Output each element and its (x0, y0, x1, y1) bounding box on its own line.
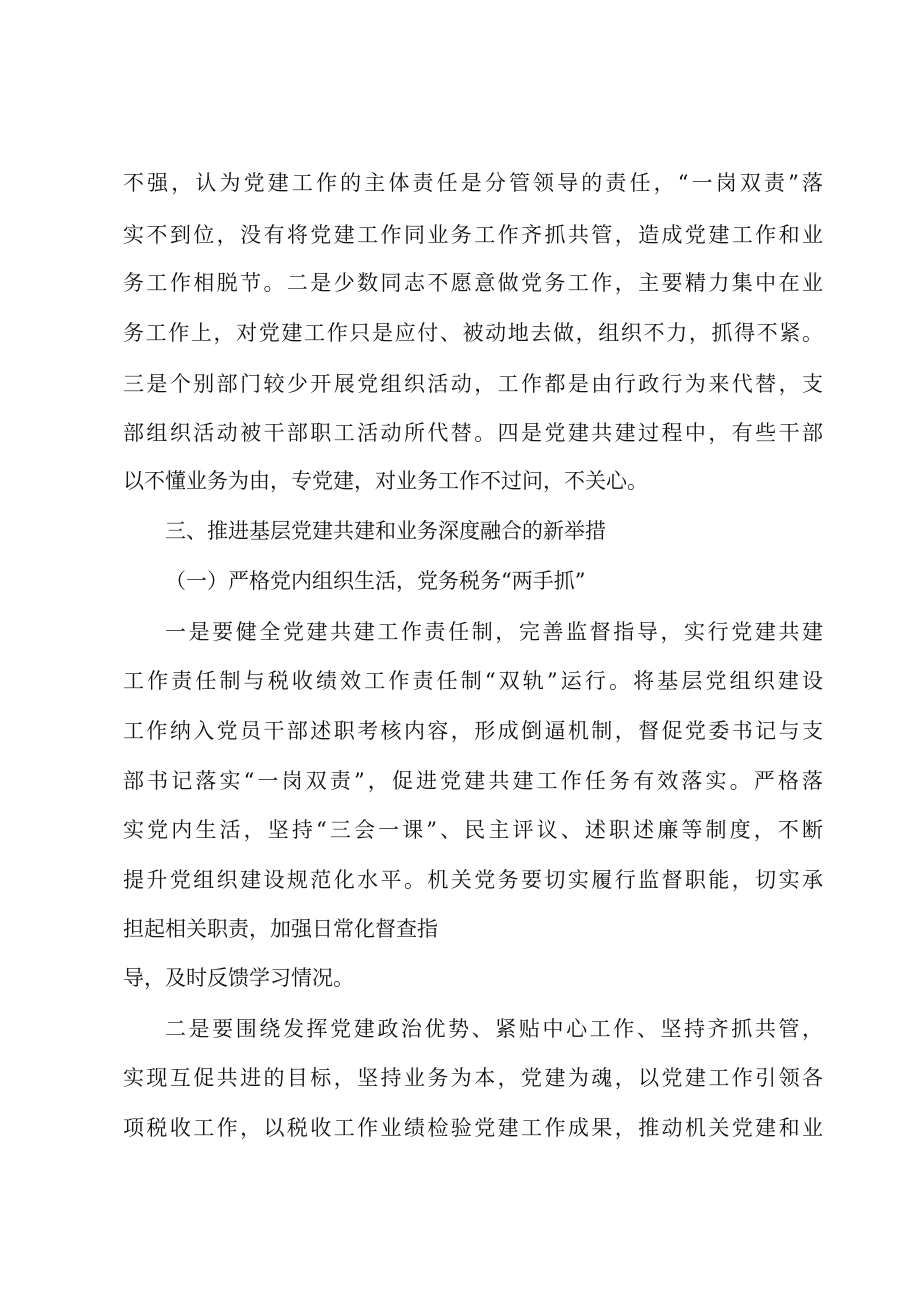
text-line: 务工作相脱节。二是少数同志不愿意做党务工作，主要精力集中在业 (123, 271, 823, 295)
text-line: 部书记落实“一岗双责”，促进党建共建工作任务有效落实。严格落 (123, 769, 823, 793)
text-line: 工作责任制与税收绩效工作责任制“双轨”运行。将基层党组织建设 (123, 669, 823, 693)
section-heading: 三、推进基层党建共建和业务深度融合的新举措 (165, 519, 606, 543)
text-line: 不强，认为党建工作的主体责任是分管领导的责任，“一岗双责”落 (123, 171, 823, 195)
text-line: 实现互促共进的目标，坚持业务为本，党建为魂，以党建工作引领各 (123, 1066, 823, 1090)
paragraph-first-line: 二是要围绕发挥党建政治优势、紧贴中心工作、坚持齐抓共管， (165, 1017, 823, 1041)
text-line: 项税收工作，以税收工作业绩检验党建工作成果，推动机关党建和业 (123, 1116, 823, 1140)
text-line: 担起相关职责，加强日常化督查指 (123, 917, 438, 941)
text-line: 三是个别部门较少开展党组织活动，工作都是由行政行为来代替，支 (123, 372, 823, 396)
subsection-heading: （一）严格党内组织生活，党务税务“两手抓” (165, 569, 586, 593)
paragraph-first-line: 一是要健全党建共建工作责任制，完善监督指导，实行党建共建 (165, 620, 823, 644)
text-line: 实党内生活，坚持“三会一课”、民主评议、述职述廉等制度，不断 (123, 818, 823, 842)
text-line: 以不懂业务为由，专党建，对业务工作不过问，不关心。 (123, 469, 648, 493)
text-line: 实不到位，没有将党建工作同业务工作齐抓共管，造成党建工作和业 (123, 223, 823, 247)
text-line: 务工作上，对党建工作只是应付、被动地去做，组织不力，抓得不紧。 (123, 321, 823, 345)
text-line: 工作纳入党员干部述职考核内容，形成倒逼机制，督促党委书记与支 (123, 719, 823, 743)
text-line: 提升党组织建设规范化水平。机关党务要切实履行监督职能，切实承 (123, 868, 823, 892)
text-line: 导，及时反馈学习情况。 (123, 966, 354, 990)
text-line: 部组织活动被干部职工活动所代替。四是党建共建过程中，有些干部 (123, 421, 823, 445)
